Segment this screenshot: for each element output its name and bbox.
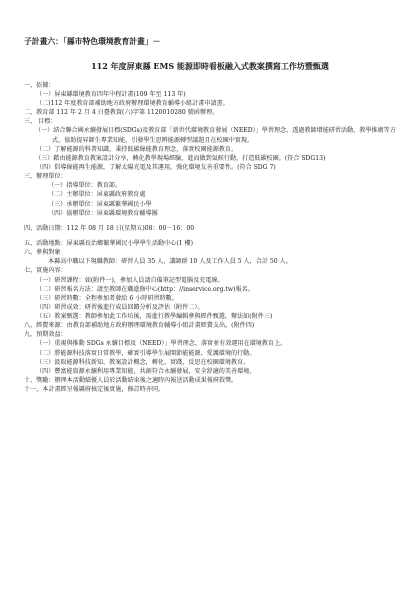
section-directive: 二、教育部 112 年 2 月 4 日臺教資(六)字第 1120010280 號函辦理。 [24, 109, 219, 117]
content-item: （一）研習課程：如(附件一)，參加人員請自備筆記型電腦及充電線。 [36, 276, 224, 284]
section-participants-heading: 六、參與對象 [24, 249, 61, 257]
basis-item: （一）屏東縣環境教育四年中程計畫(109 年至 113 年) [36, 90, 186, 98]
section-benefits-heading: 九、預期效益： [24, 331, 67, 339]
benefit-item: （一）重視與推動 SDGs 永續目標及（NEED）」學習理念，落實並有效運用在環境教育上。 [36, 340, 287, 348]
section-date: 四、活動日期：112 年 08 月 18 日(星期五)08：00－16：00 [24, 224, 195, 232]
goal-item: （三）藉由能源教育教案設計分享，轉化教學現場經驗，進而做到氣候行動，打造低碳校園。(符合 SDG13) [35, 154, 326, 162]
document-title: 112 年度屏東縣 EMS 能源即時看板融入式教案撰寫工作坊暨甄選 [91, 60, 329, 71]
section-reward: 十、獎勵：辦理本活動績優人員於活動結束後之適時內報送活動成果報府敘獎。 [24, 377, 238, 385]
section-location: 五、活動地點：屏東縣長治鄉繁華國民小學學生活動中心(1 樓) [24, 239, 194, 247]
content-item: （五）教案甄選：教師參加此工作坊後，需進行教學編輯參與經件甄選，辦法如(附件三) [36, 313, 273, 321]
benefit-item: （二）將能源科技落實日常教學，確實引導學生展開節能能源、愛護環境的行動。 [36, 349, 256, 357]
section-basis-heading: 一、依據： [24, 81, 55, 89]
content-item: （三）研習時數：全程參加者發給 6 小時研習時數。 [36, 294, 178, 302]
goal-item: （四）倡導綠能再生能源，了解太陽光電及其運用，強化環境友善重要性。(符合 SDG 7) [36, 163, 276, 171]
basis-item: （二)112 年度教育部補助地方政府辦理環境教育輔導小組計畫申請書。 [36, 99, 229, 107]
participants-text: 本縣高中職以下現職教師：研習人員 35 人，講師群 10 人及工作人員 5 人，合計 50 人。 [48, 258, 292, 266]
organizer-item: （四）協辦單位：屏東縣環境教育輔導團 [48, 209, 158, 217]
organizer-item: （一）指導單位：教育部。 [48, 182, 122, 190]
section-content-heading: 七、實施內容： [24, 267, 67, 275]
section-approval: 十一、本計畫經呈報縣府核定後實施，修訂時亦同。 [24, 386, 165, 394]
plan-header: 子計畫六：「縣市特色環境教育計畫」－ [24, 37, 161, 46]
benefit-item: （三）汲取能源科技新知、教案設計概念，轉化、實踐，反思在校園環境教育。 [36, 358, 250, 366]
section-funding: 八、經費來源：由教育部補助地方政府辦理環境教育輔導小組計畫經費支出。(附件四) [24, 322, 255, 330]
benefit-item: （四）豐富能資源永續利用專業知能，共創符合永續發展、安全舒適的美善環境。 [36, 367, 256, 375]
content-item: （二）研習報名方法：請至教師在職進修中心(http：//inservice.org.tw)報名。 [36, 285, 254, 293]
organizer-item: （三）承辦單位：屏東縣繁華國民小學 [48, 200, 152, 208]
section-organizers-heading: 三、辦理單位： [24, 173, 67, 181]
section-goals-heading: 三、 目標： [24, 118, 57, 126]
organizer-item: （二）主辦單位：屏東縣政府教育處 [48, 191, 146, 199]
goal-item: （二）了解能源的科普知識，秉持低碳綠能教育理念，落實校園能源教育。 [36, 145, 238, 153]
content-item: （四）研習成效：研習後進行成員回饋分析及評估（附件二）。 [36, 303, 204, 311]
goal-item: （一）結合聯合國永續發展目標(SDGs)及教育部「新世代環境教育發展（NEED）」學習理念，透過教師增能研習活動，教學推廣等方式，協助提昇師生專業知能，引發學生思辨能源轉型議題且在校園中實現。 [35, 127, 396, 144]
